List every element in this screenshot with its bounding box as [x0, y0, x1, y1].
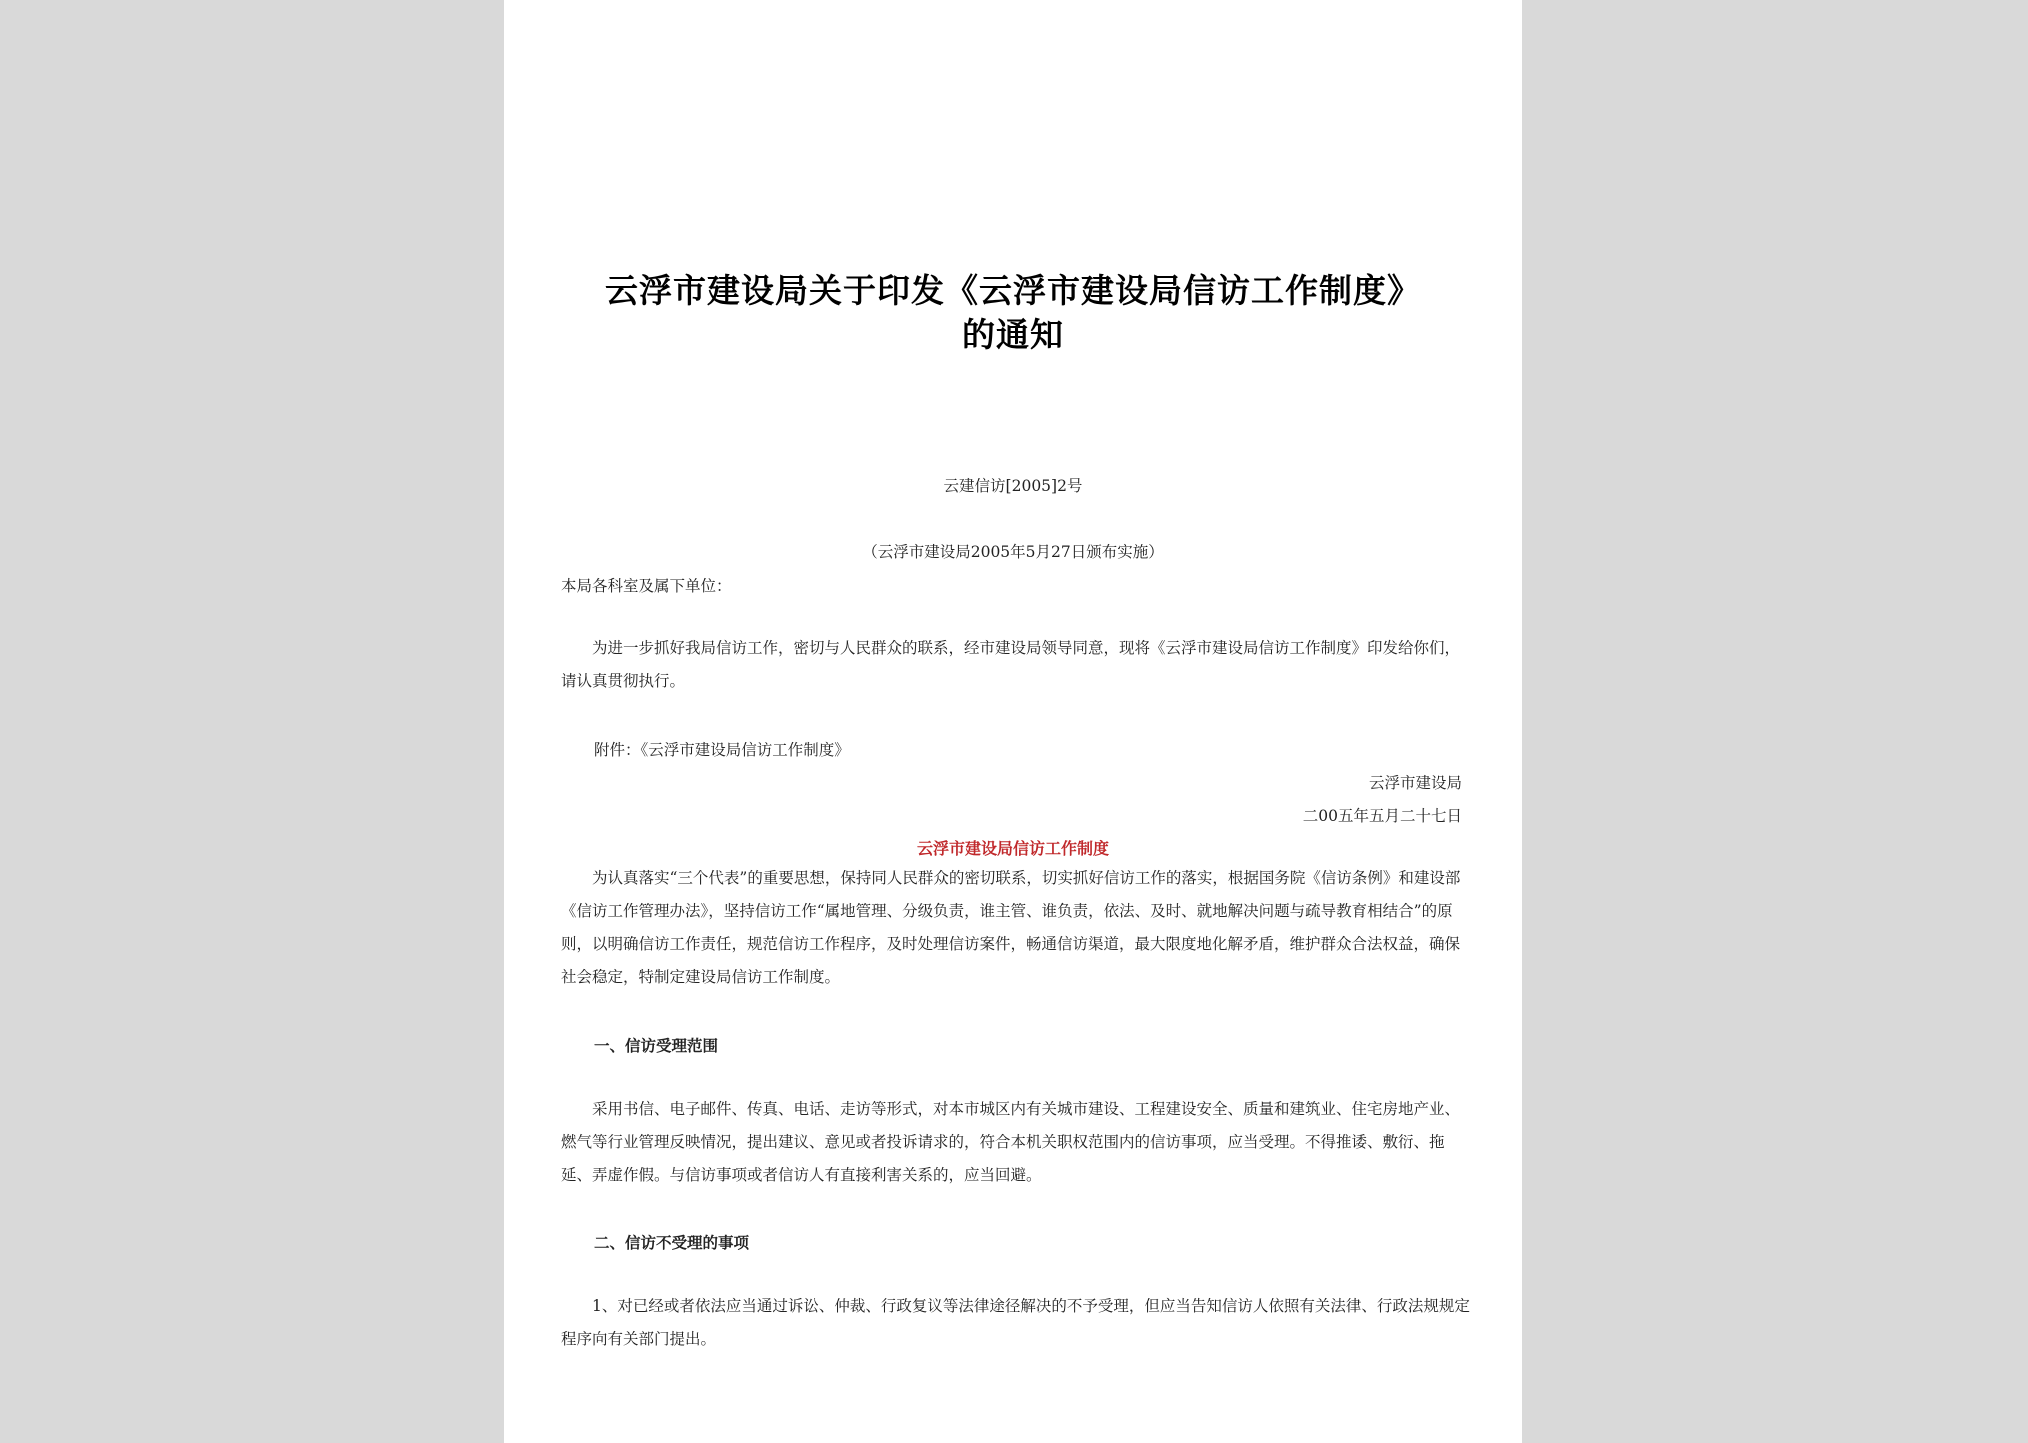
signature-date: 二00五年五月二十七日	[1302, 807, 1462, 825]
section1-heading: 一、信访受理范围	[594, 1036, 719, 1055]
document-title-line2: 的通知	[962, 315, 1064, 354]
document-title-line1: 云浮市建设局关于印发《云浮市建设局信访工作制度》	[605, 271, 1421, 310]
document-page	[504, 0, 1522, 1443]
section2-heading: 二、信访不受理的事项	[594, 1233, 750, 1252]
document-number: 云建信访[2005]2号	[943, 477, 1083, 495]
section1-body: 采用书信、电子邮件、传真、电话、走访等形式，对本市城区内有关城市建设、工程建设安全、质量和建筑业、住宅房地产业、燃气等行业管理反映情况，提出建议、意见或者投诉请求的，符合本机关职权范围内的信访事项，应当受理。不得推诿、敷衍、拖延、弄虚作假。与信访事项或者信访人有直接利害关系的，应当回避。	[561, 1100, 1461, 1184]
system-intro-paragraph: 为认真落实“三个代表”的重要思想，保持同人民群众的密切联系，切实抓好信访工作的落实，根据国务院《信访条例》和建设部《信访工作管理办法》，坚持信访工作“属地管理、分级负责，谁主管、谁负责，依法、及时、就地解决问题与疏导教育相结合”的原则，以明确信访工作责任，规范信访工作程序，及时处理信访案件，畅通信访渠道，最大限度地化解矛盾，维护群众合法权益，确保社会稳定，特制定建设局信访工作制度。	[561, 869, 1461, 986]
signature-org: 云浮市建设局	[1368, 774, 1462, 792]
section2-item1: 1、对已经或者依法应当通过诉讼、仲裁、行政复议等法律途径解决的不予受理，但应当告知信访人依照有关法律、行政法规规定程序向有关部门提出。	[561, 1297, 1470, 1348]
attachment-line: 附件：《云浮市建设局信访工作制度》	[594, 741, 850, 759]
issue-note: （云浮市建设局2005年5月27日颁布实施）	[862, 543, 1164, 561]
system-title: 云浮市建设局信访工作制度	[916, 839, 1109, 858]
intro-paragraph: 为进一步抓好我局信访工作，密切与人民群众的联系，经市建设局领导同意，现将《云浮市建设局信访工作制度》印发给你们，请认真贯彻执行。	[561, 639, 1461, 690]
salutation: 本局各科室及属下单位：	[561, 577, 732, 595]
